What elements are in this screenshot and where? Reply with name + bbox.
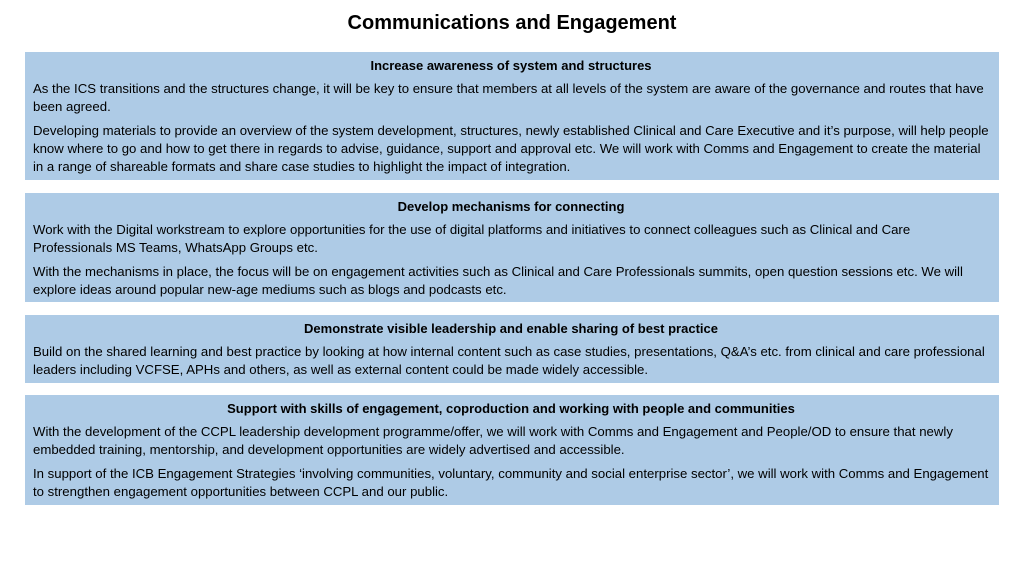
section-leadership bbox=[25, 315, 999, 383]
page-title: Communications and Engagement bbox=[347, 12, 677, 34]
section-engagement-skills bbox=[25, 395, 999, 505]
section-awareness bbox=[25, 52, 999, 180]
section-paragraph: Developing materials to provide an overview of the system development, structures, newly established Clinical and Care Executive and it’s purpose, will help people know where to go and how to get there in regards to advise, guidance, support and approval etc. We will work with Comms and Engagement to create the material in a range of shareable formats and share case studies to highlight the impact of integration. bbox=[33, 123, 989, 174]
section-connecting bbox=[25, 193, 999, 302]
section-paragraph: Work with the Digital workstream to explore opportunities for the use of digital platforms and initiatives to connect colleagues such as Clinical and Care Professionals MS Teams, WhatsApp Groups etc. bbox=[33, 222, 911, 255]
section-heading: Support with skills of engagement, coproduction and working with people and communities bbox=[227, 401, 795, 416]
section-paragraph: In support of the ICB Engagement Strategies ‘involving communities, voluntary, community and social enterprise sector’, we will work with Comms and Engagement to strengthen engagement opportunities between CCPL and our public. bbox=[33, 466, 989, 499]
section-paragraph: As the ICS transitions and the structures change, it will be key to ensure that members at all levels of the system are aware of the governance and routes that have been agreed. bbox=[33, 81, 984, 114]
section-heading: Develop mechanisms for connecting bbox=[397, 199, 625, 214]
section-heading: Increase awareness of system and structures bbox=[370, 58, 652, 73]
section-paragraph: With the mechanisms in place, the focus will be on engagement activities such as Clinical and Care Professionals summits, open question sessions etc. We will explore ideas around popular new-age mediums such as blogs and podcasts etc. bbox=[33, 264, 963, 297]
section-paragraph: With the development of the CCPL leadership development programme/offer, we will work with Comms and Engagement and People/OD to ensure that newly embedded training, mentorship, and development opportunities are widely advertised and accessible. bbox=[33, 424, 953, 457]
section-heading: Demonstrate visible leadership and enable sharing of best practice bbox=[304, 321, 718, 336]
section-paragraph: Build on the shared learning and best practice by looking at how internal content such as case studies, presentations, Q&A’s etc. from clinical and care professional leaders including VCFSE, APHs and others, as well as external content could be made widely accessible. bbox=[33, 344, 985, 377]
